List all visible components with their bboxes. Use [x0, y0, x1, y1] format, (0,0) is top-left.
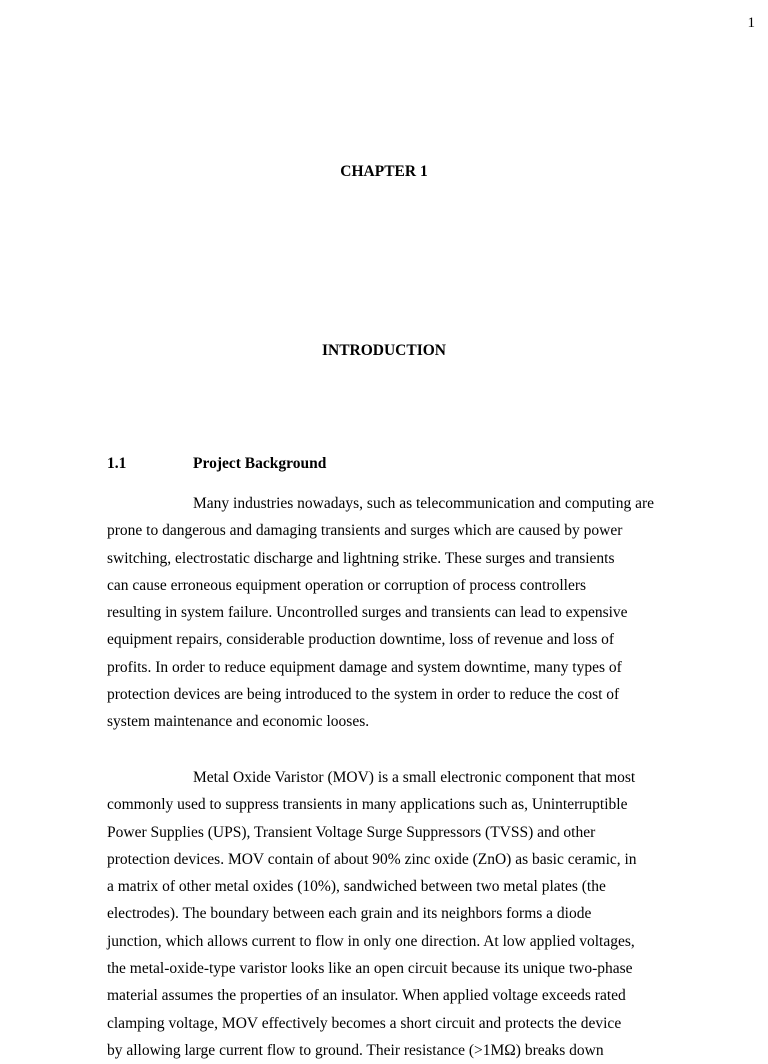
chapter-title: INTRODUCTION: [321, 342, 446, 359]
paragraph-line: protection devices. MOV contain of about 90% zinc oxide (ZnO) as basic ceramic, in: [107, 850, 637, 868]
paragraph-line: resulting in system failure. Uncontrolled surges and transients can lead to expensive: [107, 604, 628, 622]
section-number: 1.1: [107, 455, 127, 472]
page-number: 1: [747, 15, 755, 31]
paragraph-line: equipment repairs, considerable production downtime, loss of revenue and loss of: [107, 631, 615, 649]
paragraph-line: commonly used to suppress transients in many applications such as, Uninterruptible: [107, 796, 628, 814]
chapter-label: CHAPTER 1: [340, 163, 428, 180]
paragraph-line: clamping voltage, MOV effectively becomes a short circuit and protects the device: [107, 1014, 622, 1032]
section-heading: [107, 454, 326, 474]
paragraph-line: the metal-oxide-type varistor looks like an open circuit because its unique two-phase: [107, 960, 633, 978]
paragraph-line: by allowing large current flow to ground. Their resistance (>1MΩ) breaks down: [107, 1041, 604, 1059]
paragraph-line: a matrix of other metal oxides (10%), sandwiched between two metal plates (the: [107, 878, 606, 896]
paragraph-line: switching, electrostatic discharge and lightning strike. These surges and transients: [107, 549, 615, 567]
paragraph-line: Power Supplies (UPS), Transient Voltage Surge Suppressors (TVSS) and other: [107, 823, 596, 841]
paragraph-line: material assumes the properties of an insulator. When applied voltage exceeds rated: [107, 987, 626, 1005]
paragraph-line: system maintenance and economic looses.: [107, 713, 370, 731]
paragraph-line: electrodes). The boundary between each grain and its neighbors forms a diode: [107, 905, 592, 923]
paragraph-line: Metal Oxide Varistor (MOV) is a small electronic component that most: [193, 769, 636, 786]
paragraph-line: protection devices are being introduced to the system in order to reduce the cost of: [107, 686, 620, 704]
paragraph-mov-description: [107, 764, 685, 1064]
paragraph-line: junction, which allows current to flow in only one direction. At low applied voltages,: [107, 932, 635, 950]
paragraph-line: prone to dangerous and damaging transients and surges which are caused by power: [107, 522, 623, 540]
paragraph-line: profits. In order to reduce equipment damage and system downtime, many types of: [107, 658, 622, 676]
paragraph-line: Many industries nowadays, such as telecommunication and computing are: [193, 495, 655, 512]
paragraph-project-background: [107, 490, 685, 736]
section-title: Project Background: [193, 455, 327, 472]
paragraph-line: can cause erroneous equipment operation or corruption of process controllers: [107, 576, 587, 594]
